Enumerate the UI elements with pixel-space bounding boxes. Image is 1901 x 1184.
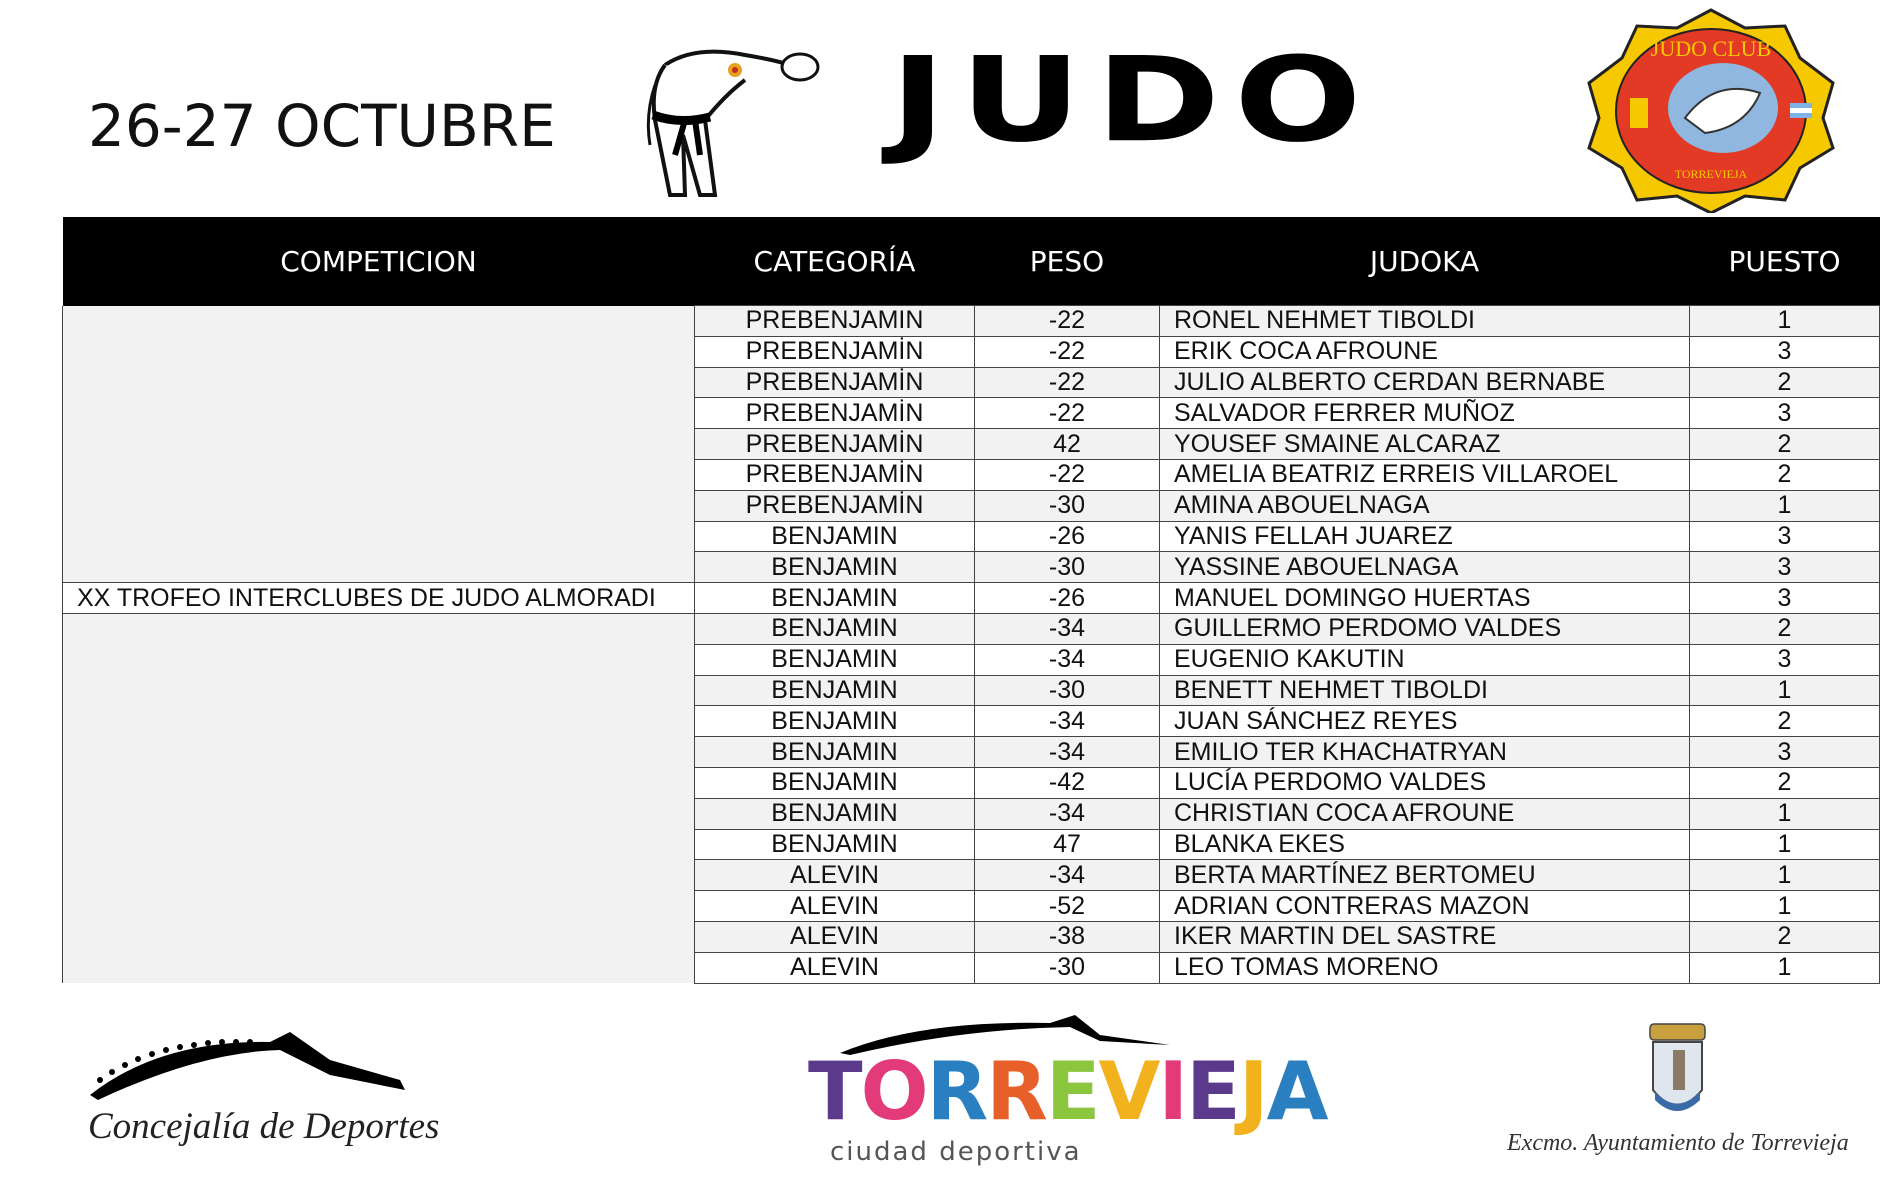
categoria-cell: BENJAMIN — [695, 767, 975, 798]
puesto-cell: 3 — [1690, 336, 1880, 367]
categoria-cell: PREBENJAMİN — [695, 490, 975, 521]
puesto-cell: 2 — [1690, 921, 1880, 952]
torrevieja-letter: V — [1098, 1045, 1159, 1138]
judoka-cell: BENETT NEHMET TIBOLDI — [1160, 675, 1690, 706]
puesto-cell: 1 — [1690, 490, 1880, 521]
peso-cell: 42 — [975, 429, 1160, 460]
categoria-cell: BENJAMIN — [695, 583, 975, 614]
categoria-cell: PREBENJAMİN — [695, 429, 975, 460]
judoka-cell: LUCÍA PERDOMO VALDES — [1160, 767, 1690, 798]
judoka-cell: BLANKA EKES — [1160, 829, 1690, 860]
puesto-cell: 3 — [1690, 398, 1880, 429]
torrevieja-logo — [800, 1015, 1327, 1175]
peso-cell: -26 — [975, 521, 1160, 552]
peso-cell: -22 — [975, 306, 1160, 337]
torrevieja-letter: O — [860, 1045, 927, 1138]
torrevieja-letter: E — [1045, 1045, 1099, 1138]
judoka-cell: ADRIAN CONTRERAS MAZON — [1160, 891, 1690, 922]
peso-cell: -22 — [975, 336, 1160, 367]
event-date: 26-27 OCTUBRE — [88, 92, 556, 160]
judoka-cell: ERIK COCA AFROUNE — [1160, 336, 1690, 367]
categoria-cell: PREBENJAMIN — [695, 306, 975, 337]
concejalia-deportes-logo — [80, 1020, 440, 1165]
table-row — [63, 613, 1880, 644]
puesto-cell: 2 — [1690, 706, 1880, 737]
judoka-cell: MANUEL DOMINGO HUERTAS — [1160, 583, 1690, 614]
judoka-cell: JULIO ALBERTO CERDAN BERNABE — [1160, 367, 1690, 398]
torrevieja-subtitle: ciudad deportiva — [830, 1137, 1082, 1167]
judoka-cell: JUAN SÁNCHEZ REYES — [1160, 706, 1690, 737]
puesto-cell: 2 — [1690, 367, 1880, 398]
peso-cell: -30 — [975, 952, 1160, 983]
peso-cell: -52 — [975, 891, 1160, 922]
peso-cell: -42 — [975, 767, 1160, 798]
torrevieja-letter: T — [808, 1045, 861, 1138]
judoka-cell: EMILIO TER KHACHATRYAN — [1160, 737, 1690, 768]
judoka-cell: AMINA ABOUELNAGA — [1160, 490, 1690, 521]
peso-cell: -22 — [975, 459, 1160, 490]
categoria-cell: BENJAMIN — [695, 737, 975, 768]
column-header-competicion: COMPETICION — [63, 217, 695, 306]
peso-cell: -30 — [975, 490, 1160, 521]
categoria-cell: BENJAMIN — [695, 521, 975, 552]
judoka-cell: YANIS FELLAH JUAREZ — [1160, 521, 1690, 552]
table-header-row — [63, 217, 1880, 306]
peso-cell: -22 — [975, 367, 1160, 398]
puesto-cell: 3 — [1690, 737, 1880, 768]
ayuntamiento-caption: Excmo. Ayuntamiento de Torrevieja — [1507, 1130, 1849, 1156]
judoka-cell: SALVADOR FERRER MUÑOZ — [1160, 398, 1690, 429]
judoka-cell: GUILLERMO PERDOMO VALDES — [1160, 613, 1690, 644]
deportes-swoosh-icon — [80, 1020, 410, 1110]
puesto-cell: 2 — [1690, 459, 1880, 490]
judoka-cell: YOUSEF SMAINE ALCARAZ — [1160, 429, 1690, 460]
judoka-cell: IKER MARTIN DEL SASTRE — [1160, 921, 1690, 952]
peso-cell: -30 — [975, 552, 1160, 583]
puesto-cell: 3 — [1690, 583, 1880, 614]
puesto-cell: 1 — [1690, 675, 1880, 706]
categoria-cell: BENJAMIN — [695, 644, 975, 675]
peso-cell: -34 — [975, 706, 1160, 737]
competition-cell — [63, 613, 695, 983]
puesto-cell: 3 — [1690, 552, 1880, 583]
judoka-cell: RONEL NEHMET TIBOLDI — [1160, 306, 1690, 337]
peso-cell: -34 — [975, 860, 1160, 891]
categoria-cell: ALEVIN — [695, 921, 975, 952]
results-body — [63, 306, 1880, 984]
categoria-cell: BENJAMIN — [695, 552, 975, 583]
torrevieja-letter: R — [986, 1045, 1046, 1138]
torrevieja-letter: A — [1266, 1045, 1327, 1138]
judoka-cell: LEO TOMAS MORENO — [1160, 952, 1690, 983]
categoria-cell: ALEVIN — [695, 891, 975, 922]
peso-cell: -34 — [975, 644, 1160, 675]
torrevieja-letter: R — [926, 1045, 987, 1138]
judoka-cell: CHRISTIAN COCA AFROUNE — [1160, 798, 1690, 829]
competition-name: XX TROFEO INTERCLUBES DE JUDO ALMORADI — [63, 583, 695, 614]
categoria-cell: ALEVIN — [695, 860, 975, 891]
judo-title: JUDO — [890, 32, 1376, 169]
judoka-cell: EUGENIO KAKUTIN — [1160, 644, 1690, 675]
puesto-cell: 2 — [1690, 613, 1880, 644]
judoka-bowing-icon — [625, 25, 820, 205]
judoka-cell: AMELIA BEATRIZ ERREIS VILLAROEL — [1160, 459, 1690, 490]
deportes-caption: Concejalía de Deportes — [88, 1106, 440, 1147]
peso-cell: -26 — [975, 583, 1160, 614]
torrevieja-letter: I — [1158, 1045, 1187, 1138]
categoria-cell: PREBENJAMİN — [695, 367, 975, 398]
categoria-cell: BENJAMIN — [695, 829, 975, 860]
club-logo-city: TORREVIEJA — [1674, 167, 1748, 181]
ayuntamiento-logo — [1495, 1020, 1855, 1170]
club-logo-text: JUDO CLUB — [1650, 36, 1772, 61]
coat-of-arms-icon — [1495, 1020, 1855, 1125]
peso-cell: -34 — [975, 737, 1160, 768]
column-header-judoka: JUDOKA — [1160, 217, 1690, 306]
peso-cell: -30 — [975, 675, 1160, 706]
peso-cell: 47 — [975, 829, 1160, 860]
categoria-cell: PREBENJAMİN — [695, 459, 975, 490]
puesto-cell: 1 — [1690, 306, 1880, 337]
categoria-cell: BENJAMIN — [695, 798, 975, 829]
categoria-cell: PREBENJAMİN — [695, 336, 975, 367]
torrevieja-letter: E — [1186, 1045, 1239, 1138]
categoria-cell: ALEVIN — [695, 952, 975, 983]
puesto-cell: 3 — [1690, 644, 1880, 675]
column-header-peso: PESO — [975, 217, 1160, 306]
competition-cell — [63, 306, 695, 583]
categoria-cell: BENJAMIN — [695, 613, 975, 644]
puesto-cell: 3 — [1690, 521, 1880, 552]
table-row — [63, 583, 1880, 614]
categoria-cell: BENJAMIN — [695, 675, 975, 706]
puesto-cell: 2 — [1690, 429, 1880, 460]
torrevieja-word — [808, 1045, 1327, 1138]
puesto-cell: 1 — [1690, 891, 1880, 922]
categoria-cell: PREBENJAMİN — [695, 398, 975, 429]
judo-club-torrevieja-logo — [1585, 8, 1837, 213]
puesto-cell: 2 — [1690, 767, 1880, 798]
torrevieja-letter: J — [1238, 1045, 1267, 1138]
peso-cell: -34 — [975, 613, 1160, 644]
puesto-cell: 1 — [1690, 829, 1880, 860]
peso-cell: -38 — [975, 921, 1160, 952]
puesto-cell: 1 — [1690, 798, 1880, 829]
puesto-cell: 1 — [1690, 860, 1880, 891]
judoka-cell: YASSINE ABOUELNAGA — [1160, 552, 1690, 583]
peso-cell: -34 — [975, 798, 1160, 829]
column-header-categoria: CATEGORÍA — [695, 217, 975, 306]
puesto-cell: 1 — [1690, 952, 1880, 983]
column-header-puesto: PUESTO — [1690, 217, 1880, 306]
peso-cell: -22 — [975, 398, 1160, 429]
judoka-cell: BERTA MARTÍNEZ BERTOMEU — [1160, 860, 1690, 891]
results-table — [62, 217, 1880, 984]
categoria-cell: BENJAMIN — [695, 706, 975, 737]
table-row — [63, 306, 1880, 337]
torrevieja-letters — [808, 1045, 1327, 1138]
